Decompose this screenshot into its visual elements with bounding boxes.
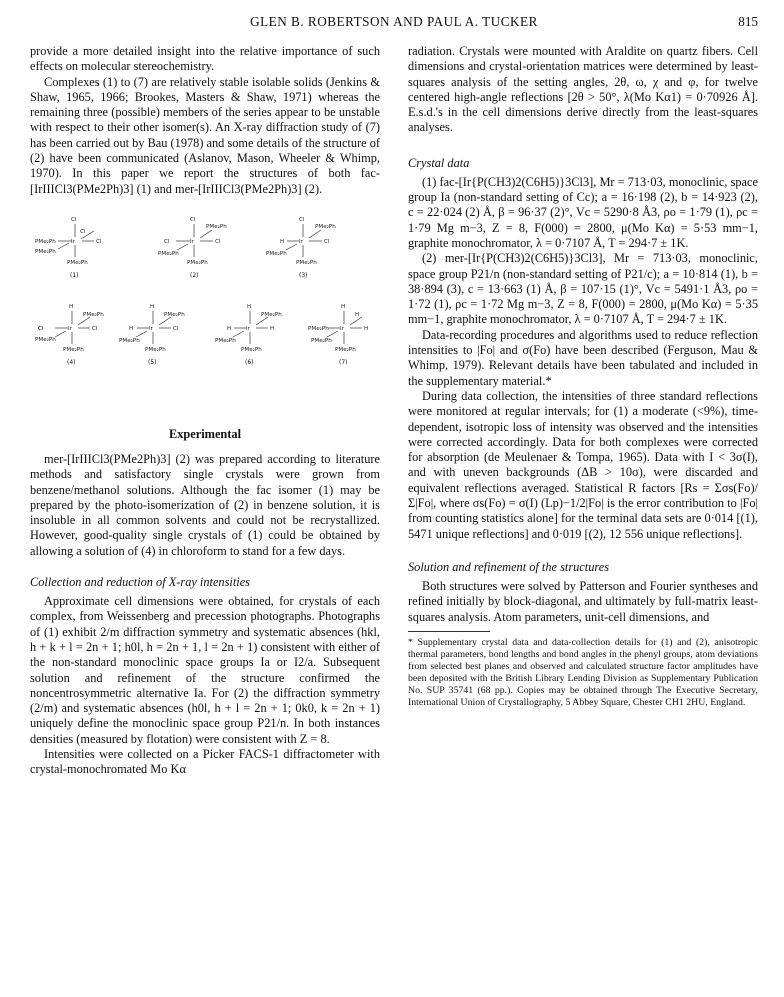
svg-text:H: H (69, 303, 74, 310)
svg-text:Cl: Cl (71, 216, 77, 223)
heading-collection: Collection and reduction of X-ray intensities (30, 575, 250, 590)
svg-text:Ir: Ir (149, 325, 153, 332)
svg-text:PMe₂Ph: PMe₂Ph (158, 250, 179, 257)
svg-text:PMe₂Ph: PMe₂Ph (35, 336, 56, 343)
svg-text:PMe₂Ph: PMe₂Ph (35, 248, 56, 255)
svg-text:PMe₂Ph: PMe₂Ph (261, 311, 282, 318)
structure-label-4: (4) (67, 358, 76, 366)
structure-4-atoms (35, 304, 104, 353)
svg-text:PMe₂Ph: PMe₂Ph (67, 259, 88, 266)
left-paragraph-2: Complexes (1) to (7) are relatively stable isolable solids (Jenkins & Shaw, 1965, 1966; Brookes, Masters & Shaw, 1971) whereas the remaining three (possible) members of the series appear to be unstable with respect to their other isomer(s). An X-ray diffraction study of (7) has been carried out by Bau (1978) and some details of the structure of (2) have been communicated (Aslanov, Mason, Wheeler & Whimp, 1970). In this paper we report the structures of both fac-[IrIIICl3(PMe2Ph)3] (1) and mer-[IrIIICl3(PMe2Ph)3] (2). (30, 74, 380, 196)
svg-text:PMe₂Ph: PMe₂Ph (119, 337, 140, 344)
svg-text:H: H (227, 325, 232, 332)
svg-text:Cl: Cl (92, 325, 98, 332)
svg-text:Ir: Ir (68, 325, 72, 332)
svg-text:Cl: Cl (96, 238, 102, 245)
svg-text:H: H (355, 311, 360, 318)
svg-text:Cl: Cl (173, 325, 179, 332)
heading-solution: Solution and refinement of the structures (408, 559, 610, 574)
svg-text:PMe₂Ph: PMe₂Ph (164, 311, 185, 318)
svg-text:H: H (280, 238, 285, 245)
right-paragraph-1: radiation. Crystals were mounted with Araldite on quartz fibers. Cell dimensions and crystal-orientation matrices were determined by least-squares analysis of the setting angles, 2θ, ω, χ and φ, for twelve centered high-angle reflections [2θ > 50°, λ(Mo Kα1) = 0·70926 Å]. E.s.d.'s in the cell dimensions derive directly from the least-squares analyses. (408, 44, 758, 135)
footnote-rule (408, 631, 490, 632)
structure-label-5: (5) (148, 358, 157, 366)
structure-label-7: (7) (339, 358, 348, 366)
svg-text:Cl: Cl (164, 238, 170, 245)
structure-label-2: (2) (190, 271, 199, 279)
svg-text:PMe₂Ph: PMe₂Ph (241, 346, 262, 353)
svg-text:Ir: Ir (299, 238, 303, 245)
svg-text:Cl: Cl (299, 216, 305, 223)
svg-text:H: H (341, 303, 346, 310)
svg-text:H: H (364, 325, 369, 332)
svg-text:Ir: Ir (190, 238, 194, 245)
running-title: GLEN B. ROBERTSON AND PAUL A. TUCKER (250, 14, 538, 29)
structure-7-atoms (308, 304, 368, 353)
svg-text:Ir: Ir (71, 238, 75, 245)
svg-text:PMe₂Ph: PMe₂Ph (83, 311, 104, 318)
svg-text:PMe₂Ph: PMe₂Ph (266, 250, 287, 257)
svg-text:Cl: Cl (80, 228, 86, 235)
left-paragraph-5: Intensities were collected on a Picker FACS-1 diffractometer with crystal-monochromated Mo Kα (30, 747, 380, 777)
right-paragraph-2: (1) fac-[Ir{P(CH3)2(C6H5)}3Cl3], Mr = 713·03, monoclinic, space group Ia (non-standard setting of Cc); a = 16·198 (2), b = 14·923 (2), c = 22·024 (2) Å, β = 96·37 (2)°, Vc = 5290·8 Å3, ρo = 1·79 (1), ρc = 1·79 Mg m−3, Z = 8, F(000) = 2800, μ(Mo Kα) = 5·53 mm−1, graphite monochromator, λ = 0·7107 Å, T = 294·7 ± 1K. (408, 174, 758, 250)
structure-label-3: (3) (299, 271, 308, 279)
right-paragraph-6: Both structures were solved by Patterson and Fourier syntheses and refined initially by block-diagonal, and ultimately by full-matrix least-squares analysis. Atom parameters, unit-cell dimensions, and (408, 578, 758, 624)
structure-label-1: (1) (70, 271, 79, 279)
left-paragraph-1: provide a more detailed insight into the relative importance of such effects on molecular stereochemistry. (30, 44, 380, 74)
svg-text:PMe₂Ph: PMe₂Ph (35, 238, 56, 245)
right-column (408, 44, 758, 709)
svg-text:PMe₂Ph: PMe₂Ph (311, 337, 332, 344)
svg-text:PMe₂Ph: PMe₂Ph (315, 223, 336, 230)
heading-experimental: Experimental (169, 426, 241, 441)
structure-label-6: (6) (245, 358, 254, 366)
left-paragraph-4: Approximate cell dimensions were obtained, for crystals of each complex, from Weissenberg and precession photographs. Photographs of (1) exhibit 2/m diffraction symmetry and systematic absences (hkl, h + k + l = 2n + 1; h0l, h = 2n + 1, l = 2n + 1) consistent with either of the non-standard monoclinic space groups Ia or I2/a. Subsequent solution and refinement of the structure confirmed the noncentrosymmetric alternative Ia. For (2) the diffraction symmetry (2/m) and systematic absences (h0l, h + l = 2n + 1; 0k0, k = 2n + 1) uniquely define the monoclinic space group P21/n. In both instances densities (measured by flotation) were consistent with Z = 8. (30, 594, 380, 746)
svg-text:H: H (247, 303, 252, 310)
svg-text:Cl: Cl (215, 238, 221, 245)
structure-2-atoms (158, 217, 227, 266)
page-number: 815 (738, 14, 758, 29)
svg-text:PMe₂Ph: PMe₂Ph (296, 259, 317, 266)
svg-text:PMe₂Ph: PMe₂Ph (187, 259, 208, 266)
svg-text:PMe₂Ph: PMe₂Ph (145, 346, 166, 353)
right-paragraph-4: Data-recording procedures and algorithms used to reduce reflection intensities to |Fo| and σ(Fo) have been described (Ferguson, Mau & Whimp, 1979). Relevant details have been tabulated and included in the supplementary material.* (408, 327, 758, 388)
svg-text:PMe₂Ph: PMe₂Ph (206, 223, 227, 230)
structure-5-atoms (119, 304, 185, 353)
svg-text:Cl: Cl (190, 216, 196, 223)
structure-6-atoms (215, 304, 282, 353)
svg-text:Ir: Ir (340, 325, 344, 332)
isomer-structures-diagram (30, 197, 380, 427)
svg-text:PMe₂Ph: PMe₂Ph (63, 346, 84, 353)
svg-text:Ir: Ir (246, 325, 250, 332)
structure-1-atoms (35, 217, 102, 266)
svg-text:PMe₂Ph: PMe₂Ph (308, 325, 329, 332)
right-paragraph-5: During data collection, the intensities of three standard reflections were monitored at regular intervals; for (1) a moderate (<9%), time-dependent, isotropic loss of intensity was observed and the intensities were corrected accordingly. Data for both complexes were corrected for absorption (de Meulenaer & Tompa, 1965). Data with I < 3σ(I), and with uneven backgrounds (ΔB > 10σ), were discarded and equivalent reflections averaged. Statistical R factors [Rs = Σσs(Fo)/Σ|Fo|, where σs(Fo) = σ(I) (Lp)−1/2|Fo| is the error contribution to |Fo| from counting statistics alone] for the terminal data sets are 0·014 [(1), 5471 unique reflections] and 0·019 [(2), 12 556 unique reflections]. (408, 388, 758, 541)
right-paragraph-3: (2) mer-[Ir{P(CH3)2(C6H5)}3Cl3], Mr = 713·03, monoclinic, space group P21/n (non-standard setting of P21/c); a = 10·814 (1), b = 38·894 (3), c = 13·663 (1) Å, β = 107·15 (1)°, Vc = 5491·1 Å3, ρo = 1·72 (1), ρc = 1·72 Mg m−3, Z = 8, F(000) = 2800, μ(Mo Kα) = 5·35 mm−1, graphite monochromator, λ = 0·7107 Å, T = 294·7 ± 1K. (408, 251, 758, 327)
svg-text:H: H (270, 325, 275, 332)
left-column (30, 44, 380, 778)
svg-text:Cl: Cl (324, 238, 330, 245)
svg-text:Cl: Cl (38, 325, 44, 332)
svg-text:PMe₂Ph: PMe₂Ph (215, 337, 236, 344)
footnote: * Supplementary crystal data and data-collection details for (1) and (2), anisotropic thermal parameters, bond lengths and bond angles in the phenyl groups, atom deviations from selected best planes and observed and calculated structure factor amplitudes have been deposited with the British Library Lending Division as Supplementary Publication No. SUP 35741 (68 pp.). Copies may be obtained through The Executive Secretary, International Union of Crystallography, 5 Abbey Square, Chester CH1 2HU, England. (408, 636, 758, 708)
left-paragraph-3: mer-[IrIIICl3(PMe2Ph)3] (2) was prepared according to literature methods and satisfactory single crystals were grown from benzene/methanol solutions. Although the fac isomer (1) may be prepared by the photo-isomerization of (2) in benzene solution, it is insoluble in all common solvents and could not be recrystallized. However, good-quality single crystals of (1) could be obtained by allowing a solution of (4) in chloroform to stand for a few days. (30, 451, 380, 558)
svg-text:PMe₂Ph: PMe₂Ph (335, 346, 356, 353)
svg-text:H: H (150, 303, 155, 310)
svg-text:H: H (129, 325, 134, 332)
structure-3-atoms (266, 217, 336, 266)
page-header (30, 14, 758, 32)
heading-crystal-data: Crystal data (408, 155, 470, 170)
